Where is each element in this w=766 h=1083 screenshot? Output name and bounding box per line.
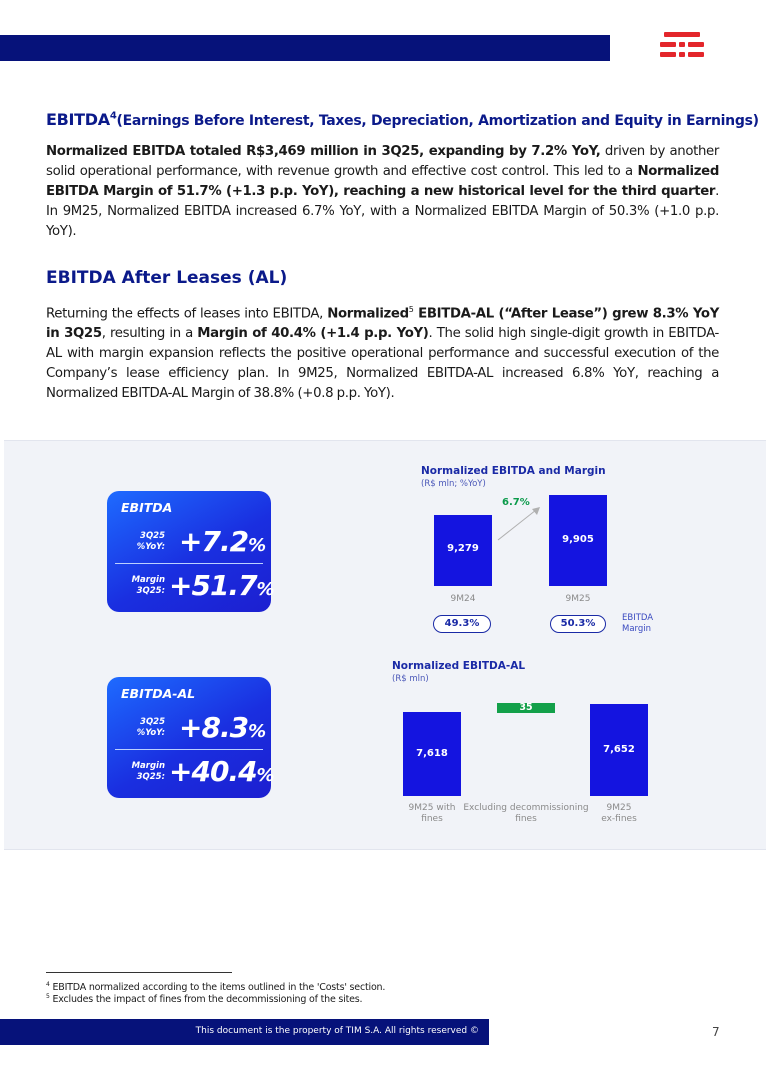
tim-logo-icon (660, 30, 704, 64)
chart2-bridge-bar: 35 (497, 703, 555, 713)
kpi-divider (115, 749, 263, 750)
chart2-bar-label-ex-fines: 7,652 (603, 744, 635, 755)
chart1-bar-label-9m24: 9,279 (447, 543, 479, 554)
chart1-growth-label: 6.7% (502, 497, 530, 508)
kpi-margin-label: Margin 3Q25: (131, 761, 165, 782)
margin-pill-9m24: 49.3% (433, 615, 491, 633)
section-title-ebitda-al: EBITDA After Leases (AL) (46, 268, 288, 288)
kpi-growth-label: 3Q25 %YoY: (136, 717, 165, 738)
chart1-subtitle: (R$ mln; %YoY) (421, 479, 486, 489)
ebitda-paragraph: Normalized EBITDA totaled R$3,469 million in 3Q25, expanding by 7.2% YoY, driven by another solid operational performance, with revenue growth and effective cost control. This led to a Normalized EBITDA Margin of 51.7% (+1.3 p.p. YoY), reaching a new historical level for the third quarter. In 9M25, Normalized EBITDA increased 6.7% YoY, with a Normalized EBITDA Margin of 50.3% (+1.0 p.p. YoY). (46, 144, 719, 239)
kpi-margin-label: Margin 3Q25: (131, 575, 165, 596)
chart2-title: Normalized EBITDA-AL (392, 660, 526, 672)
page-number: 7 (712, 1025, 720, 1039)
margin-pill-9m25: 50.3% (550, 615, 606, 633)
ebitda-al-paragraph: Returning the effects of leases into EBITDA, Normalized$^5$ EBITDA-AL (“After Lease”) grew 8.3% YoY in 3Q25, resulting in a Margin of 40.4% (+1.4 p.p. YoY). The solid high single-digit growth in EBITDA-AL with margin expansion reflects the positive operational performance and successful execution of the Company’s lease efficiency plan. In 9M25, Normalized EBITDA-AL increased 6.8% YoY, reaching a Normalized EBITDA-AL Margin of 38.8% (+0.8 p.p. YoY). (46, 305, 719, 402)
kpi-card-ebitda (107, 491, 274, 612)
kpi-title: EBITDA-AL (121, 686, 196, 701)
footer-text: This document is the property of TIM S.A. All rights reserved © (195, 1026, 479, 1036)
margin-legend: EBITDA Margin (622, 613, 654, 634)
chart1-bar-label-9m25: 9,905 (562, 534, 594, 545)
chart2-subtitle: (R$ mln) (392, 674, 429, 684)
footnote-divider (46, 972, 232, 973)
kpi-growth-label: 3Q25 %YoY: (136, 531, 165, 552)
header-bar (0, 35, 610, 61)
kpi-card-ebitda-al (107, 677, 274, 798)
chart2-bar-label-with-fines: 7,618 (416, 748, 448, 759)
chart2-axis-ex-fines: 9M25 ex-fines (601, 803, 637, 824)
kpi-growth-value: +8.3% (179, 711, 266, 744)
chart1-axis-9m24: 9M24 (450, 594, 476, 604)
kpi-growth-value: +7.2% (179, 525, 266, 558)
growth-arrow-icon (496, 504, 544, 544)
section-title-ebitda: EBITDA$^4$(Earnings Before Interest, Taxes, Depreciation, Amortization and Equity in Earnings) (46, 110, 759, 129)
kpi-margin-value: +51.7% (169, 569, 274, 602)
kpi-divider (115, 563, 263, 564)
footnote-5: $^5$ Excludes the impact of fines from the decommissioning of the sites. (46, 993, 363, 1006)
footnote-4: $^4$ EBITDA normalized according to the items outlined in the 'Costs' section. (46, 981, 386, 994)
kpi-title: EBITDA (121, 500, 173, 515)
chart1-title: Normalized EBITDA and Margin (421, 465, 606, 477)
chart1-axis-9m25: 9M25 (565, 594, 591, 604)
chart2-axis-excluding: Excluding decommissioning fines (463, 803, 589, 824)
footer-bar (0, 1019, 489, 1045)
kpi-margin-value: +40.4% (169, 755, 274, 788)
chart2-axis-with-fines: 9M25 with fines (408, 803, 456, 824)
